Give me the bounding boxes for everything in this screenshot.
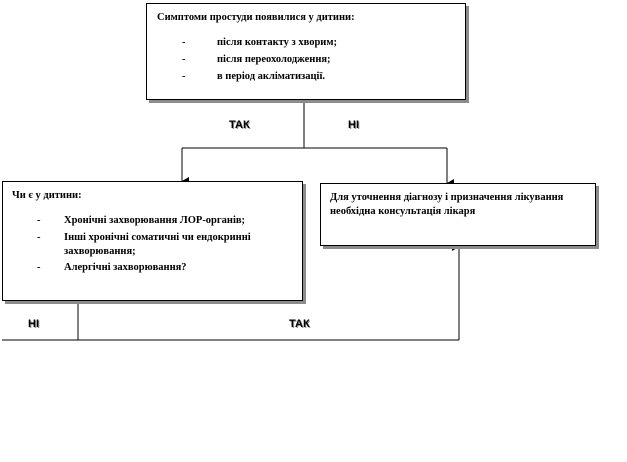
list-item: - Інші хронічні соматичні чи ендокринні захворювання; bbox=[37, 231, 251, 257]
conditions-box bbox=[2, 181, 303, 301]
bullet-dash: - bbox=[37, 231, 41, 243]
label-no-bottom: НІ bbox=[28, 318, 39, 330]
label-no-top: НІ bbox=[348, 119, 359, 131]
list-item: - Хронічні захворювання ЛОР-органів; bbox=[37, 214, 246, 226]
conditions-box-title: Чи є у дитини: bbox=[12, 190, 82, 201]
list-item: - Алергічні захворювання? bbox=[37, 262, 187, 274]
conditions-list bbox=[12, 214, 294, 275]
label-yes-bottom: ТАК bbox=[289, 318, 310, 330]
consultation-box bbox=[320, 183, 596, 246]
bullet-dash: - bbox=[37, 214, 41, 226]
list-item: - в період акліматизації. bbox=[182, 70, 325, 82]
bullet-dash: - bbox=[182, 36, 186, 48]
label-yes-top: ТАК bbox=[229, 119, 250, 131]
symptoms-list bbox=[157, 36, 457, 84]
symptoms-box-title: Симптоми простуди появилися у дитини: bbox=[157, 12, 355, 23]
symptoms-box bbox=[146, 3, 466, 100]
bullet-dash: - bbox=[37, 262, 41, 274]
bullet-dash: - bbox=[182, 70, 186, 82]
consultation-text: Для уточнення діагнозу і призначення лікування необхідна консультація лікаря bbox=[330, 192, 564, 217]
bullet-dash: - bbox=[182, 53, 186, 65]
list-item: - після контакту з хворим; bbox=[182, 36, 337, 48]
list-item: - після переохолодження; bbox=[182, 53, 331, 65]
